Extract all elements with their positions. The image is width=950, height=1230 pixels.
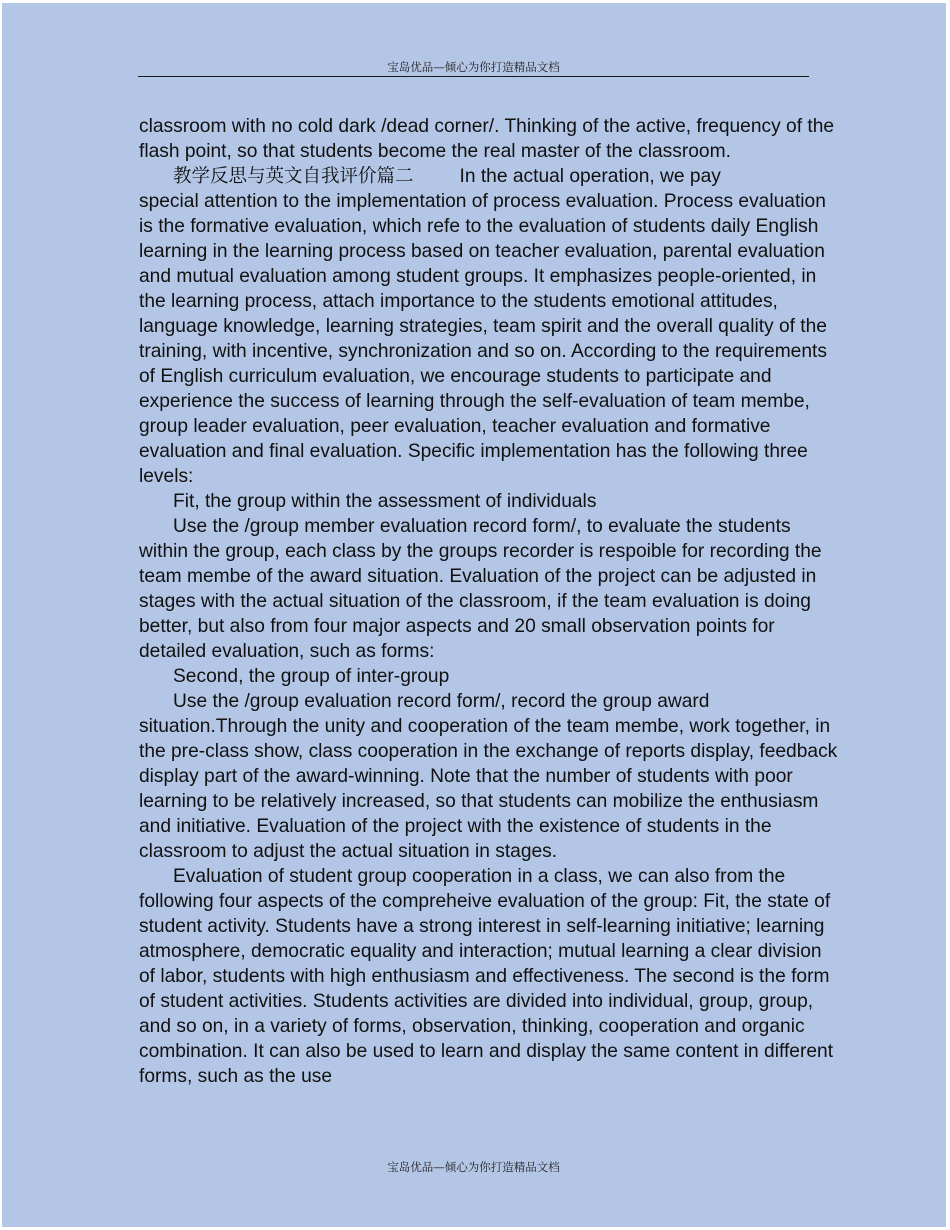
section-title: 教学反思与英文自我评价篇二 bbox=[173, 166, 414, 187]
paragraph-group-form: Use the /group evaluation record form/, record the group award situation.Through the unity and cooperation of the team membe, work together, in the pre-class show, class cooperation in the exchange of reports display, feedback display part of the award-winning. Note that the number of students with poor learning to be relatively increased, so that students can mobilize the enthusiasm and initiative. Evaluation of the project with the existence of students in the classroom to adjust the actual situation in stages. bbox=[139, 691, 838, 862]
paragraph-continuation: classroom with no cold dark /dead corner/. Thinking of the active, frequency of the flash point, so that students become the real master of the classroom. bbox=[139, 116, 835, 162]
subheading-inter-group: Second, the group of inter-group bbox=[173, 666, 450, 687]
page-header: 宝岛优品—倾心为你打造精品文档 bbox=[387, 60, 560, 74]
paragraph-evaluation-start: In the actual operation, we pay bbox=[459, 166, 721, 187]
paragraph-cooperation: Evaluation of student group cooperation in a class, we can also from the following four aspects of the compreheive evaluation of the group: Fit, the state of student activity. Students have a strong interest in self-learning initiative; learning atmosphere, democratic equality and interaction; mutual learning a clear division of labor, students with high enthusiasm and effectiveness. The second is the form of student activities. Students activities are divided into individual, group, group, and so on, in a variety of forms, observation, thinking, cooperation and organic combination. It can also be used to learn and display the same content in different forms, such as the use bbox=[139, 866, 834, 1087]
document-body bbox=[139, 114, 839, 1089]
section-title-line bbox=[139, 164, 839, 189]
page-footer: 宝岛优品—倾心为你打造精品文档 bbox=[387, 1160, 560, 1174]
subheading-individual: Fit, the group within the assessment of individuals bbox=[173, 491, 597, 512]
paragraph-member-form: Use the /group member evaluation record form/, to evaluate the students within the group, each class by the groups recorder is respoible for recording the team membe of the award situation. Evaluation of the project can be adjusted in stages with the actual situation of the classroom, if the team evaluation is doing better, but also from four major aspects and 20 small observation points for detailed evaluation, such as forms: bbox=[139, 516, 822, 662]
document-page bbox=[2, 3, 946, 1227]
paragraph-evaluation: special attention to the implementation of process evaluation. Process evaluation is the formative evaluation, which refe to the evaluation of students daily English learning in the learning process based on teacher evaluation, parental evaluation and mutual evaluation among student groups. It emphasizes people-oriented, in the learning process, attach importance to the students emotional attitudes, language knowledge, learning strategies, team spirit and the overall quality of the training, with incentive, synchronization and so on. According to the requirements of English curriculum evaluation, we encourage students to participate and experience the success of learning through the self-evaluation of team membe, group leader evaluation, peer evaluation, teacher evaluation and formative evaluation and final evaluation. Specific implementation has the following three levels: bbox=[139, 191, 827, 487]
header-divider bbox=[138, 76, 809, 77]
